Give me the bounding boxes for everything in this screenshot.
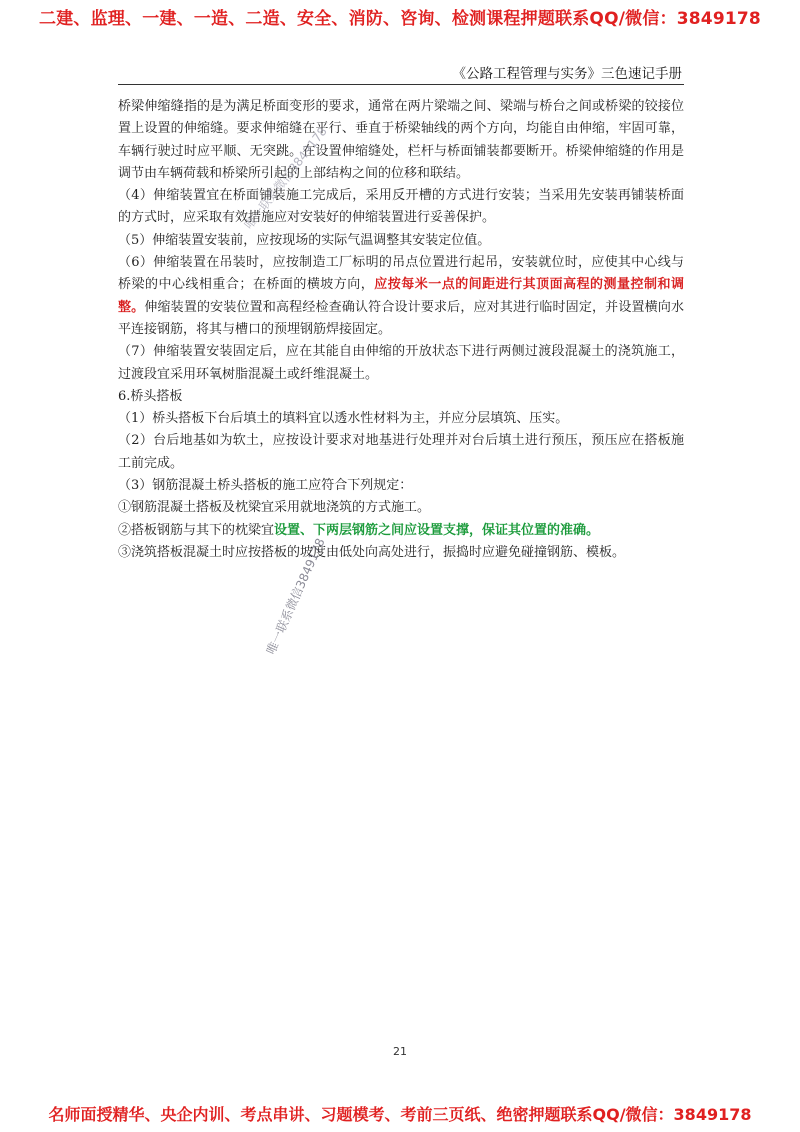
paragraph (118, 252, 684, 341)
section-heading: 6.桥头搭板 (118, 388, 183, 404)
running-header: 《公路工程管理与实务》三色速记手册 (452, 66, 682, 82)
paragraph: （7）伸缩装置安装固定后，应在其能自由伸缩的开放状态下进行两侧过渡段混凝土的浇筑施工，过渡段宜采用环氧树脂混凝土或纤维混凝土。 (118, 344, 684, 382)
header-rule (118, 84, 684, 85)
paragraph: ③浇筑搭板混凝土时应按搭板的坡度由低处向高处进行，振捣时应避免碰撞钢筋、模板。 (118, 544, 626, 560)
paragraph: （1）桥头搭板下台后填土的填料宜以透水性材料为主，并应分层填筑、压实。 (118, 411, 569, 427)
paragraph (118, 520, 684, 542)
bottom-banner: 名师面授精华、央企内训、考点串讲、习题模考、考前三页纸、绝密押题联系QQ/微信：3849178 (48, 1105, 752, 1124)
text-span: ②搭板钢筋与其下的枕梁宜 (118, 522, 275, 538)
paragraph: （5）伸缩装置安装前，应按现场的实际气温调整其安装定位值。 (118, 232, 491, 248)
highlight-red-text: 应按每米一点的间距进行其顶面高程的测量控制和调整。 (118, 277, 684, 315)
paragraph: （2）台后地基如为软土，应按设计要求对地基进行处理并对台后填土进行预压，预压应在搭板施工前完成。 (118, 433, 684, 471)
paragraph: ①钢筋混凝土搭板及枕梁宜采用就地浇筑的方式施工。 (118, 500, 431, 516)
page-number: 21 (393, 1045, 407, 1058)
watermark: 唯一联系微信3849178 (241, 124, 330, 232)
paragraph: （4）伸缩装置宜在桥面铺装施工完成后，采用反开槽的方式进行安装；当采用先安装再铺装桥面的方式时，应采取有效措施应对安装好的伸缩装置进行妥善保护。 (118, 188, 684, 226)
highlight-green-text: 设置、下两层钢筋之间应设置支撑，保证其位置的准确。 (274, 522, 600, 538)
text-span: （6）伸缩装置在吊装时，应按制造工厂标明的吊点位置进行起吊，安装就位时，应使其中心线与桥梁的中心线相重合；在桥面的横坡方向， (118, 255, 684, 293)
top-banner: 二建、监理、一建、一造、二造、安全、消防、咨询、检测课程押题联系QQ/微信：3849178 (39, 9, 761, 29)
watermark: 唯一联系微信3849178 (263, 536, 328, 657)
paragraph: 桥梁伸缩缝指的是为满足桥面变形的要求，通常在两片梁端之间、梁端与桥台之间或桥梁的铰接位置上设置的伸缩缝。要求伸缩缝在平行、垂直于桥梁轴线的两个方向，均能自由伸缩，牢固可靠，车辆行驶过时应平顺、无突跳。在设置伸缩缝处，栏杆与桥面铺装都要断开。桥梁伸缩缝的作用是调节由车辆荷载和桥梁所引起的上部结构之间的位移和联结。 (118, 99, 684, 181)
page-content (118, 96, 684, 564)
text-span: 伸缩装置的安装位置和高程经检查确认符合设计要求后，应对其进行临时固定，并设置横向水平连接钢筋，将其与槽口的预埋钢筋焊接固定。 (118, 299, 684, 337)
paragraph: （3）钢筋混凝土桥头搭板的施工应符合下列规定： (118, 478, 413, 494)
